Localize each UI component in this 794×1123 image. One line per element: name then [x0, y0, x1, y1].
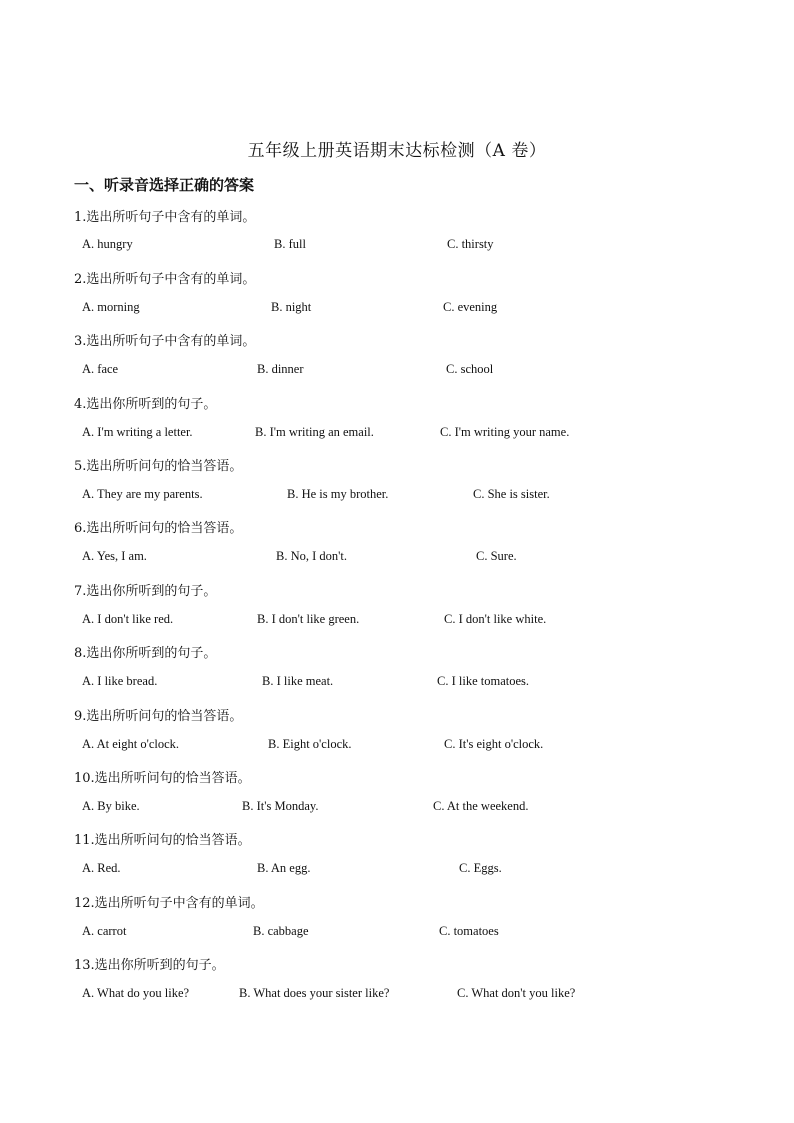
option-a[interactable]: A. What do you like?	[82, 986, 190, 1000]
option-a[interactable]: A. By bike.	[82, 799, 140, 813]
option-c[interactable]: C. I'm writing your name.	[440, 425, 570, 439]
question-prompt: 12.选出所听句子中含有的单词。	[74, 896, 264, 911]
option-c[interactable]: C. school	[446, 362, 494, 376]
option-c[interactable]: C. Sure.	[476, 549, 517, 563]
option-a[interactable]: A. morning	[82, 300, 140, 314]
option-b[interactable]: B. dinner	[257, 362, 304, 376]
option-c[interactable]: C. tomatoes	[439, 924, 499, 938]
option-a[interactable]: A. I like bread.	[82, 674, 158, 688]
option-b[interactable]: B. I'm writing an email.	[255, 425, 374, 439]
option-c[interactable]: C. She is sister.	[473, 487, 550, 501]
question-prompt: 10.选出所听问句的恰当答语。	[74, 771, 251, 786]
question-prompt: 1.选出所听句子中含有的单词。	[74, 210, 256, 225]
option-a[interactable]: A. They are my parents.	[82, 487, 203, 501]
question-prompt: 2.选出所听句子中含有的单词。	[74, 272, 256, 287]
option-b[interactable]: B. He is my brother.	[287, 487, 389, 501]
option-a[interactable]: A. hungry	[82, 237, 133, 251]
question-prompt: 7.选出你所听到的句子。	[74, 584, 217, 599]
option-c[interactable]: C. I don't like white.	[444, 612, 547, 626]
question-prompt: 6.选出所听问句的恰当答语。	[74, 521, 243, 536]
option-b[interactable]: B. full	[274, 237, 306, 251]
option-b[interactable]: B. I like meat.	[262, 674, 334, 688]
option-b[interactable]: B. night	[271, 300, 312, 314]
option-c[interactable]: C. Eggs.	[459, 861, 502, 875]
question-prompt: 3.选出所听句子中含有的单词。	[74, 334, 256, 349]
option-a[interactable]: A. At eight o'clock.	[82, 737, 180, 751]
page-title: 五年级上册英语期末达标检测（A 卷）	[247, 141, 547, 161]
option-a[interactable]: A. carrot	[82, 924, 127, 938]
option-c[interactable]: C. What don't you like?	[457, 986, 576, 1000]
option-a[interactable]: A. I'm writing a letter.	[82, 425, 193, 439]
option-b[interactable]: B. It's Monday.	[242, 799, 319, 813]
question-prompt: 8.选出你所听到的句子。	[74, 646, 217, 661]
option-c[interactable]: C. At the weekend.	[433, 799, 529, 813]
option-c[interactable]: C. evening	[443, 300, 498, 314]
option-a[interactable]: A. I don't like red.	[82, 612, 174, 626]
option-c[interactable]: C. I like tomatoes.	[437, 674, 529, 688]
option-c[interactable]: C. It's eight o'clock.	[444, 737, 544, 751]
question-prompt: 4.选出你所听到的句子。	[74, 397, 217, 412]
question-prompt: 11.选出所听问句的恰当答语。	[74, 833, 251, 848]
question-prompt: 5.选出所听问句的恰当答语。	[74, 459, 243, 474]
option-b[interactable]: B. What does your sister like?	[239, 986, 390, 1000]
option-b[interactable]: B. No, I don't.	[276, 549, 348, 563]
option-b[interactable]: B. I don't like green.	[257, 612, 360, 626]
section-heading: 一、听录音选择正确的答案	[74, 176, 255, 194]
option-a[interactable]: A. face	[82, 362, 119, 376]
option-a[interactable]: A. Red.	[82, 861, 121, 875]
question-prompt: 13.选出你所听到的句子。	[74, 958, 225, 973]
question-prompt: 9.选出所听问句的恰当答语。	[74, 709, 243, 724]
option-b[interactable]: B. An egg.	[257, 861, 311, 875]
option-b[interactable]: B. Eight o'clock.	[268, 737, 352, 751]
option-b[interactable]: B. cabbage	[253, 924, 309, 938]
option-a[interactable]: A. Yes, I am.	[82, 549, 147, 563]
option-c[interactable]: C. thirsty	[447, 237, 494, 251]
